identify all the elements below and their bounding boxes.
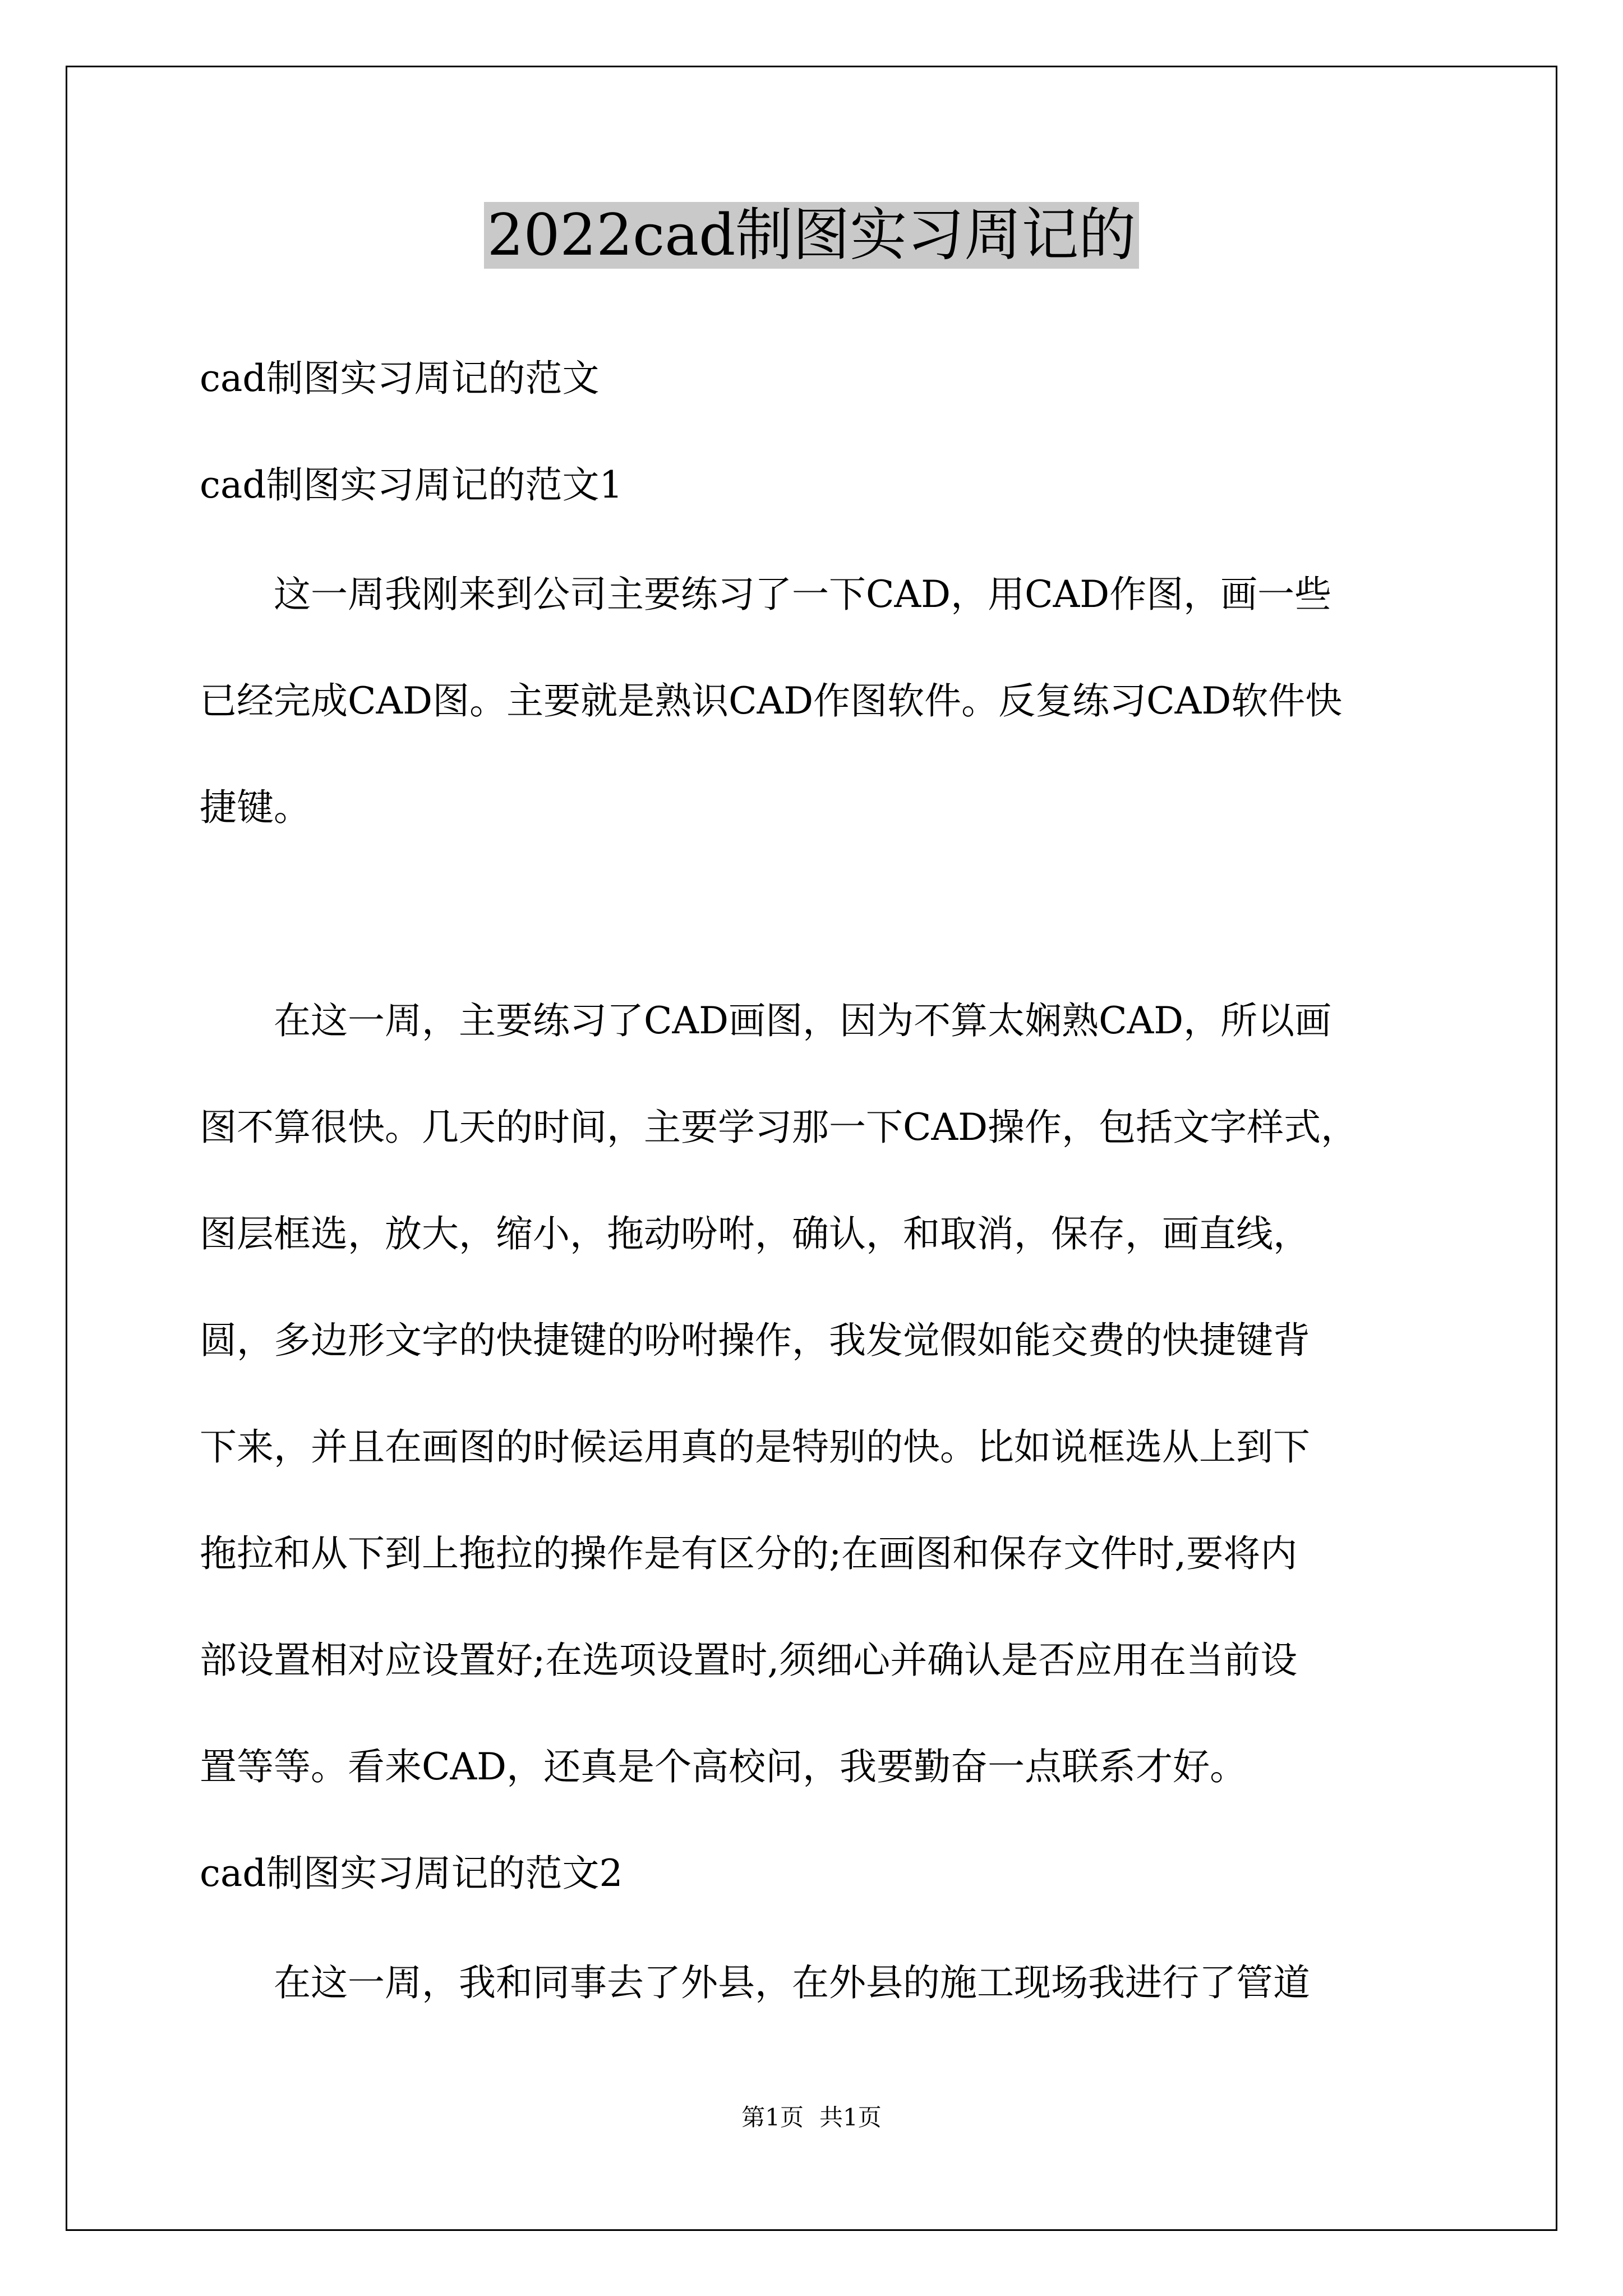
paragraph-1 — [200, 541, 1433, 861]
paragraph-line: 拖拉和从下到上拖拉的操作是有区分的;在画图和保存文件时,要将内 — [200, 1532, 1298, 1575]
paragraph-3 — [200, 1930, 1433, 2036]
page-total: 共1页 — [819, 2104, 882, 2131]
paragraph-line: 捷键。 — [200, 786, 311, 829]
paragraph-line: 圆，多边形文字的快捷键的吩咐操作，我发觉假如能交费的快捷键背 — [200, 1319, 1310, 1362]
paragraph-line: 这一周我刚来到公司主要练习了一下CAD，用CAD作图，画一些 — [200, 573, 1332, 616]
page-number: 第1页 — [741, 2104, 804, 2131]
paragraph-line: 在这一周，我和同事去了外县，在外县的施工现场我进行了管道 — [200, 1961, 1310, 2004]
paragraph-line: 图不算很快。几天的时间，主要学习那一下CAD操作，包括文字样式， — [200, 1106, 1358, 1149]
section-heading-1: cad制图实习周记的范文1 — [200, 463, 623, 507]
title-highlight: 2022cad制图实习周记的 — [484, 202, 1140, 269]
document-title — [0, 194, 1623, 278]
paragraph-line: 部设置相对应设置好;在选项设置时,须细心并确认是否应用在当前设 — [200, 1639, 1298, 1682]
paragraph-line: 已经完成CAD图。主要就是熟识CAD作图软件。反复练习CAD软件快 — [200, 679, 1343, 723]
subtitle: cad制图实习周记的范文 — [200, 357, 600, 400]
paragraph-line: 在这一周，主要练习了CAD画图，因为不算太娴熟CAD，所以画 — [200, 999, 1332, 1042]
paragraph-line: 置等等。看来CAD，还真是个高校问，我要勤奋一点联系才好。 — [200, 1745, 1247, 1788]
paragraph-line: 图层框选，放大，缩小，拖动吩咐，确认，和取消，保存，画直线， — [200, 1212, 1310, 1255]
section-heading-2: cad制图实习周记的范文2 — [200, 1852, 623, 1895]
paragraph-2 — [200, 968, 1433, 1820]
paragraph-line: 下来，并且在画图的时候运用真的是特别的快。比如说框选从上到下 — [200, 1425, 1310, 1469]
page-footer — [0, 2101, 1623, 2134]
